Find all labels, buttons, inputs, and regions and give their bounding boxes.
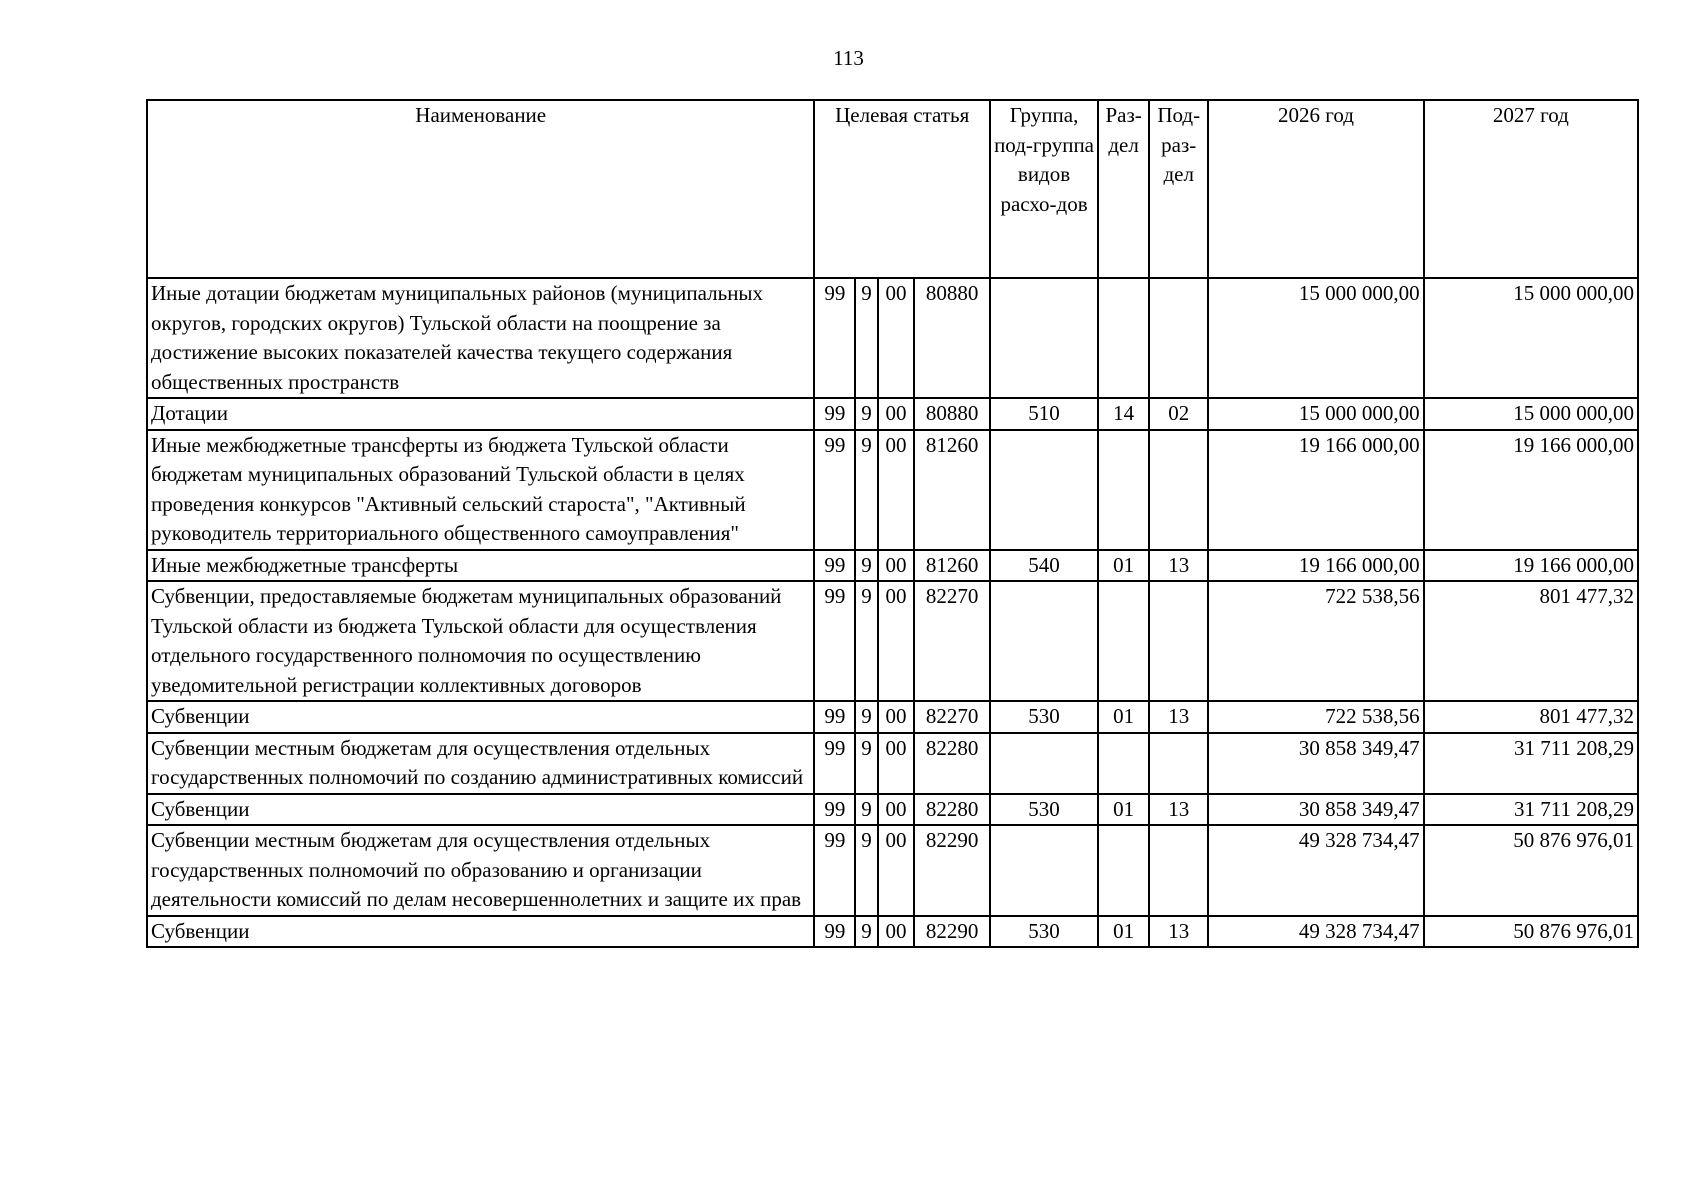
cell-code-item: 80880 — [914, 278, 990, 398]
cell-code-direction: 9 — [855, 733, 877, 794]
cell-code-program: 99 — [814, 701, 855, 733]
cell-amount-2027: 15 000 000,00 — [1424, 278, 1638, 398]
cell-name: Субвенции — [147, 916, 814, 948]
cell-expense-group: 530 — [990, 794, 1098, 826]
cell-section — [1098, 278, 1149, 398]
cell-code-subdirection: 00 — [878, 733, 915, 794]
cell-name: Иные дотации бюджетам муниципальных районов (муниципальных округов, городских округов) Тульской области на поощрение за достижение высоких показателей качества текущего содержания общественных пространств — [147, 278, 814, 398]
cell-amount-2026: 15 000 000,00 — [1208, 278, 1423, 398]
cell-code-item: 81260 — [914, 430, 990, 550]
cell-section — [1098, 430, 1149, 550]
table-row — [147, 581, 1638, 701]
cell-name: Субвенции местным бюджетам для осуществления отдельных государственных полномочий по образованию и организации деятельности комиссий по делам несовершеннолетних и защите их прав — [147, 825, 814, 916]
table-row — [147, 398, 1638, 430]
cell-expense-group: 530 — [990, 701, 1098, 733]
cell-subsection — [1149, 581, 1208, 701]
cell-expense-group — [990, 581, 1098, 701]
header-name: Наименование — [147, 100, 814, 278]
cell-subsection: 02 — [1149, 398, 1208, 430]
cell-subsection — [1149, 825, 1208, 916]
table-row — [147, 916, 1638, 948]
cell-code-item: 82270 — [914, 581, 990, 701]
cell-section — [1098, 581, 1149, 701]
header-year-2026: 2026 год — [1208, 100, 1423, 278]
cell-code-item: 82290 — [914, 825, 990, 916]
cell-expense-group — [990, 733, 1098, 794]
table-row — [147, 794, 1638, 826]
table-row — [147, 550, 1638, 582]
cell-amount-2026: 49 328 734,47 — [1208, 916, 1423, 948]
header-subsection: Под-раз-дел — [1149, 100, 1208, 278]
cell-name: Субвенции местным бюджетам для осуществления отдельных государственных полномочий по созданию административных комиссий — [147, 733, 814, 794]
cell-amount-2026: 30 858 349,47 — [1208, 794, 1423, 826]
header-section: Раз-дел — [1098, 100, 1149, 278]
cell-expense-group — [990, 278, 1098, 398]
cell-section: 01 — [1098, 916, 1149, 948]
cell-code-item: 80880 — [914, 398, 990, 430]
cell-code-item: 82270 — [914, 701, 990, 733]
page-number: 113 — [833, 46, 864, 70]
table-body — [147, 278, 1638, 947]
cell-code-program: 99 — [814, 794, 855, 826]
cell-amount-2027: 31 711 208,29 — [1424, 794, 1638, 826]
cell-code-subdirection: 00 — [878, 430, 915, 550]
cell-amount-2026: 19 166 000,00 — [1208, 430, 1423, 550]
cell-code-item: 82280 — [914, 794, 990, 826]
cell-code-direction: 9 — [855, 278, 877, 398]
cell-amount-2027: 801 477,32 — [1424, 581, 1638, 701]
cell-name: Иные межбюджетные трансферты — [147, 550, 814, 582]
cell-expense-group — [990, 825, 1098, 916]
cell-code-direction: 9 — [855, 916, 877, 948]
cell-code-item: 82280 — [914, 733, 990, 794]
cell-amount-2026: 30 858 349,47 — [1208, 733, 1423, 794]
cell-code-subdirection: 00 — [878, 550, 915, 582]
cell-code-item: 82290 — [914, 916, 990, 948]
cell-code-program: 99 — [814, 733, 855, 794]
cell-amount-2026: 15 000 000,00 — [1208, 398, 1423, 430]
cell-amount-2027: 50 876 976,01 — [1424, 825, 1638, 916]
cell-code-item: 81260 — [914, 550, 990, 582]
cell-code-direction: 9 — [855, 701, 877, 733]
cell-subsection: 13 — [1149, 701, 1208, 733]
cell-code-subdirection: 00 — [878, 916, 915, 948]
cell-amount-2027: 15 000 000,00 — [1424, 398, 1638, 430]
cell-amount-2026: 722 538,56 — [1208, 701, 1423, 733]
cell-section — [1098, 733, 1149, 794]
cell-code-direction: 9 — [855, 430, 877, 550]
cell-code-program: 99 — [814, 430, 855, 550]
cell-amount-2027: 19 166 000,00 — [1424, 430, 1638, 550]
cell-code-subdirection: 00 — [878, 581, 915, 701]
cell-expense-group: 530 — [990, 916, 1098, 948]
cell-code-direction: 9 — [855, 581, 877, 701]
cell-section: 01 — [1098, 550, 1149, 582]
cell-subsection: 13 — [1149, 794, 1208, 826]
cell-subsection — [1149, 733, 1208, 794]
cell-code-direction: 9 — [855, 825, 877, 916]
cell-amount-2027: 31 711 208,29 — [1424, 733, 1638, 794]
cell-section — [1098, 825, 1149, 916]
cell-code-subdirection: 00 — [878, 278, 915, 398]
cell-name: Дотации — [147, 398, 814, 430]
cell-name: Субвенции — [147, 794, 814, 826]
cell-amount-2027: 50 876 976,01 — [1424, 916, 1638, 948]
cell-code-subdirection: 00 — [878, 701, 915, 733]
table-row — [147, 278, 1638, 398]
cell-subsection: 13 — [1149, 916, 1208, 948]
table-row — [147, 430, 1638, 550]
cell-subsection: 13 — [1149, 550, 1208, 582]
cell-code-direction: 9 — [855, 794, 877, 826]
cell-section: 01 — [1098, 794, 1149, 826]
table-header-row — [147, 100, 1638, 278]
header-year-2027: 2027 год — [1424, 100, 1638, 278]
cell-name: Субвенции, предоставляемые бюджетам муниципальных образований Тульской области из бюджета Тульской области для осуществления отдельного государственного полномочия по осуществлению уведомительной регистрации коллективных договоров — [147, 581, 814, 701]
cell-code-program: 99 — [814, 825, 855, 916]
cell-section: 01 — [1098, 701, 1149, 733]
cell-amount-2026: 49 328 734,47 — [1208, 825, 1423, 916]
cell-code-direction: 9 — [855, 550, 877, 582]
cell-section: 14 — [1098, 398, 1149, 430]
cell-name: Субвенции — [147, 701, 814, 733]
cell-amount-2026: 722 538,56 — [1208, 581, 1423, 701]
cell-code-program: 99 — [814, 916, 855, 948]
cell-amount-2027: 801 477,32 — [1424, 701, 1638, 733]
table-row — [147, 701, 1638, 733]
cell-name: Иные межбюджетные трансферты из бюджета Тульской области бюджетам муниципальных образований Тульской области в целях проведения конкурсов "Активный сельский староста", "Активный руководитель территориального общественного самоуправления" — [147, 430, 814, 550]
cell-amount-2026: 19 166 000,00 — [1208, 550, 1423, 582]
cell-code-program: 99 — [814, 398, 855, 430]
cell-expense-group: 540 — [990, 550, 1098, 582]
table-row — [147, 733, 1638, 794]
cell-amount-2027: 19 166 000,00 — [1424, 550, 1638, 582]
header-target-article: Целевая статья — [814, 100, 990, 278]
cell-subsection — [1149, 430, 1208, 550]
budget-table — [146, 99, 1639, 948]
header-expense-group: Группа, под-группа видов расхо-дов — [990, 100, 1098, 278]
cell-code-program: 99 — [814, 550, 855, 582]
cell-expense-group — [990, 430, 1098, 550]
table-row — [147, 825, 1638, 916]
cell-code-direction: 9 — [855, 398, 877, 430]
cell-code-program: 99 — [814, 278, 855, 398]
cell-code-program: 99 — [814, 581, 855, 701]
cell-code-subdirection: 00 — [878, 794, 915, 826]
cell-code-subdirection: 00 — [878, 398, 915, 430]
cell-code-subdirection: 00 — [878, 825, 915, 916]
cell-expense-group: 510 — [990, 398, 1098, 430]
cell-subsection — [1149, 278, 1208, 398]
